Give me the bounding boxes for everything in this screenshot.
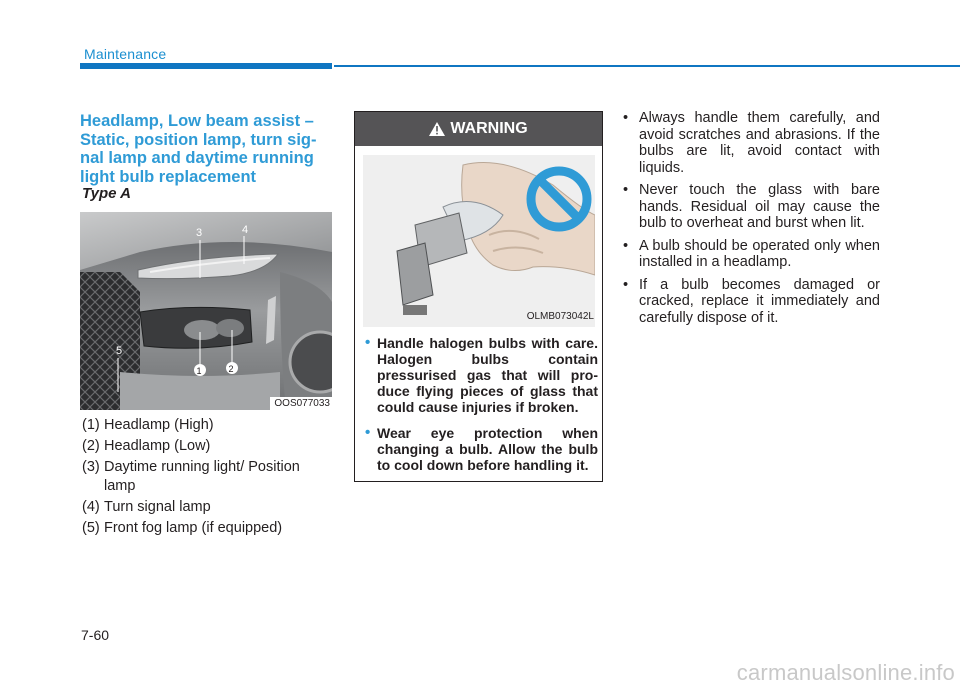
list-item xyxy=(623,110,880,176)
list-item xyxy=(82,458,332,496)
warning-triangle-icon xyxy=(429,122,445,136)
part-label: Turn signal lamp xyxy=(104,499,211,515)
warning-box xyxy=(354,111,603,482)
list-item xyxy=(82,416,332,435)
list-item xyxy=(623,238,880,271)
callout-3: 3 xyxy=(196,227,203,239)
warning-item xyxy=(365,335,598,415)
list-item xyxy=(623,277,880,327)
part-number: (3) xyxy=(82,459,100,475)
header-rule-thick xyxy=(80,63,332,69)
precautions-list xyxy=(623,110,880,332)
list-item xyxy=(82,437,332,456)
list-item xyxy=(623,182,880,232)
precaution-text: If a bulb becomes damaged or cracked, replace it immediately and carefully dispose of it. xyxy=(639,276,880,326)
bulb-handling-photo xyxy=(363,155,595,327)
section-title: Headlamp, Low beam assist – Static, position lamp, turn sig- nal lamp and daytime running light bulb replacement xyxy=(80,112,317,186)
part-label: Front fog lamp (if equipped) xyxy=(104,520,283,536)
bullet-icon: • xyxy=(623,110,629,126)
part-number: (4) xyxy=(82,499,100,515)
part-number: (5) xyxy=(82,520,100,536)
car-front-illustration xyxy=(80,212,332,410)
callout-5: 5 xyxy=(116,345,123,357)
part-label: Headlamp (Low) xyxy=(104,438,211,454)
bullet-icon: • xyxy=(365,334,371,351)
callout-1: 1 xyxy=(196,366,202,376)
image-code: OLMB073042L xyxy=(526,311,594,322)
warning-item xyxy=(365,425,598,473)
parts-list xyxy=(82,416,332,540)
warning-header xyxy=(355,112,602,146)
warning-list xyxy=(365,335,598,483)
bullet-icon: • xyxy=(623,276,629,293)
bullet-icon: • xyxy=(623,237,629,254)
warning-title: WARNING xyxy=(450,120,528,137)
precaution-text: Always handle them carefully, and avoid scratches and abrasions. If the bulbs are lit, avoid contact with liquids. xyxy=(639,110,880,176)
headlamp-photo xyxy=(80,212,332,410)
part-number: (1) xyxy=(82,417,100,433)
precaution-text: A bulb should be operated only when installed in a headlamp. xyxy=(639,237,880,270)
callout-2: 2 xyxy=(228,364,234,374)
list-item xyxy=(82,519,332,538)
list-item xyxy=(82,498,332,517)
callout-4: 4 xyxy=(242,224,249,236)
part-label: Headlamp (High) xyxy=(104,417,214,433)
page-number: 7-60 xyxy=(81,627,110,643)
bulb-hand-illustration xyxy=(363,155,595,327)
bullet-icon: • xyxy=(365,424,371,441)
bullet-icon: • xyxy=(623,182,629,198)
part-number: (2) xyxy=(82,438,100,454)
header-rule-thin xyxy=(334,65,960,67)
warning-text: Handle halogen bulbs with care. Halogen bulbs contain pressurised gas that will pro- duce flying pieces of glass that could cause injuries if broken. xyxy=(377,335,598,415)
part-label: Daytime running light/ Position lamp xyxy=(104,459,300,494)
photo-code: OOS077033 xyxy=(270,397,332,410)
warning-text: Wear eye protection when changing a bulb. Allow the bulb to cool down before handling it. xyxy=(377,425,598,473)
section-header: Maintenance xyxy=(84,46,167,62)
precaution-text: Never touch the glass with bare hands. Residual oil may cause the bulb to overheat and burst when lit. xyxy=(639,182,880,231)
type-label: Type A xyxy=(82,185,131,202)
watermark: carmanualsonline.info xyxy=(736,660,955,685)
